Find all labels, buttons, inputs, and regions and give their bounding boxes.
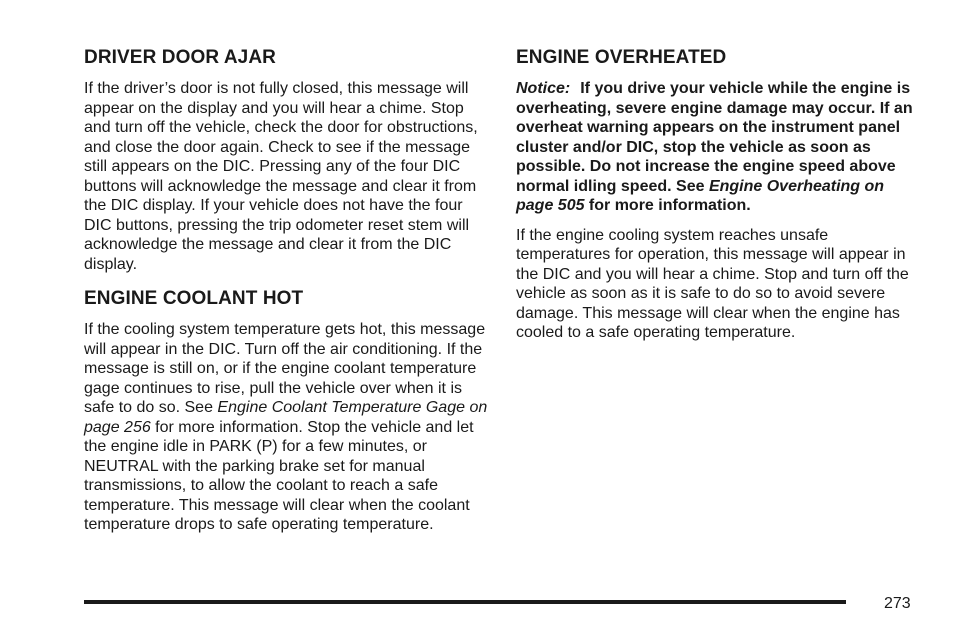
notice-text: If you drive your vehicle while the engine is overheating, severe engine damage may occur. If an overheat warning appears on the instrument panel cluster and/or DIC, stop the vehicle as soon as possible. Do not increase the engine speed above normal idling speed. See [516,80,913,195]
cross-reference-link[interactable]: Engine Coolant Temperature Gage on page 256 [84,399,488,436]
section-body: If the driver’s door is not fully closed, this message will appear on the display and you will hear a chime. Stop and turn off the vehicle, check the door for obstructions, and close the door again. Check to see if the message still appears on the DIC. Pressing any of the four DIC buttons will acknowledge the message and clear it from the DIC display. If your vehicle does not have the four DIC buttons, pressing the trip odometer reset stem will acknowledge the message and clear it from the DIC display. [84,80,478,273]
page-number: 273 [884,595,911,612]
section-engine-overheated [516,45,916,343]
section-driver-door-ajar [84,45,492,274]
section-heading: ENGINE COOLANT HOT [84,288,304,309]
section-engine-coolant-hot [84,286,492,535]
notice-label: Notice: [516,80,571,97]
notice-text: for more information. [584,197,751,214]
cross-reference-link[interactable]: Engine Overheating on page 505 [516,177,885,214]
section-heading: DRIVER DOOR AJAR [84,47,276,68]
right-column [516,45,916,355]
body-text: for more information. Stop the vehicle and let the engine idle in PARK (P) for a few minutes, or NEUTRAL with the parking brake set for manual transmissions, to allow the coolant to reach a safe temperature. This message will clear when the coolant temperature drops to safe operating temperature. [84,418,474,533]
body-text: If the cooling system temperature gets hot, this message will appear in the DIC. Turn off the air conditioning. If the message is still on, or if the engine coolant temperature gage continues to rise, pull the vehicle over when it is safe to do so. See [84,321,486,416]
section-body: If the engine cooling system reaches unsafe temperatures for operation, this message will appear in the DIC and you will hear a chime. Stop and turn off the vehicle as soon as it is safe to do so to avoid severe damage. This message will clear when the engine has cooled to a safe operating temperature. [516,226,909,341]
left-column [84,45,492,547]
section-body [84,320,492,535]
notice-block [516,79,916,216]
section-heading: ENGINE OVERHEATED [516,47,727,68]
footer-rule [84,600,846,604]
